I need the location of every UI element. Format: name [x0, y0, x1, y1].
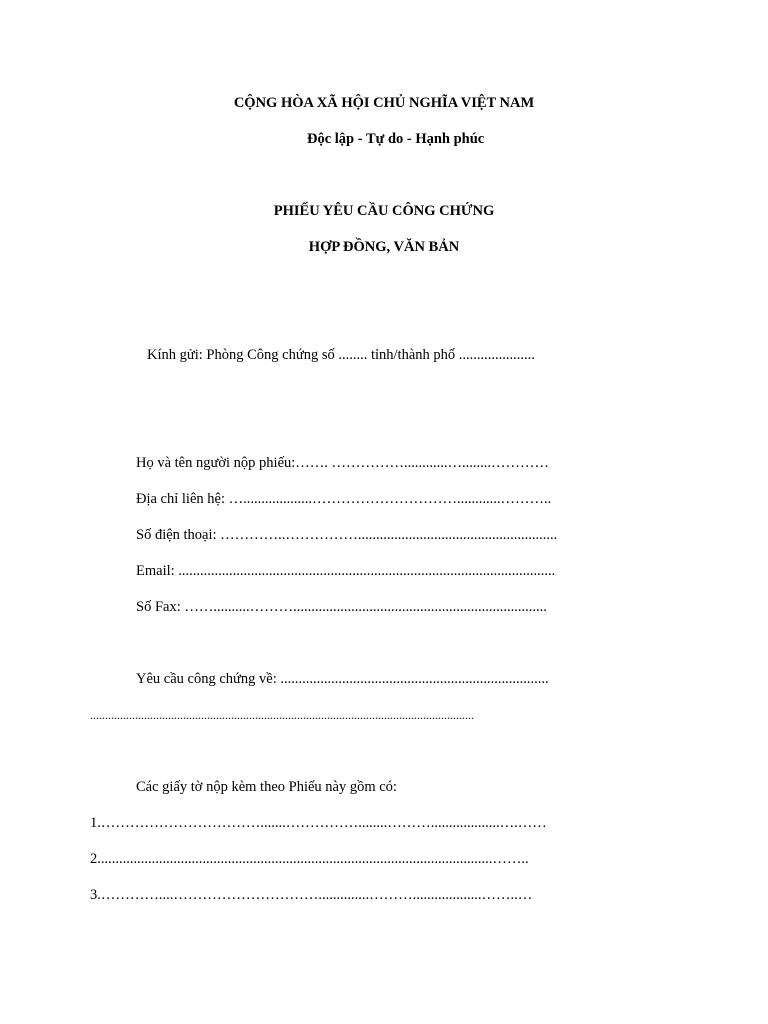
recipient-line: Kính gửi: Phòng Công chứng số ........ tỉnh/thành phố ..................... — [147, 347, 535, 363]
national-motto: Độc lập - Tự do - Hạnh phúc — [307, 131, 485, 147]
attachment-item-1: 1.…………………………….......……………........………...................….…… — [90, 815, 547, 831]
country-header: CỘNG HÒA XÃ HỘI CHỦ NGHĨA VIỆT NAM — [233, 95, 535, 111]
attachment-item-2: 2.............................................................................................................…….. — [90, 851, 529, 867]
attachment-item-3: 3.…………....…………………………..............………...................……..… — [90, 887, 533, 903]
applicant-email-field: Email: ........................................................................................................ — [136, 563, 556, 579]
applicant-name-field: Họ và tên người nộp phiếu:……. ……………............…........………… — [136, 455, 550, 471]
form-title-line-1: PHIẾU YÊU CẦU CÔNG CHỨNG — [273, 203, 495, 219]
applicant-phone-field: Số điện thoại: …………..……………....................................................... — [136, 527, 558, 543]
applicant-fax-field: Số Fax: ……..........………...................................................................... — [136, 599, 547, 615]
form-title-line-2: HỢP ĐỒNG, VĂN BẢN — [308, 239, 460, 255]
request-continuation-line: ................................................................................................................................ — [90, 708, 474, 722]
request-subject-field: Yêu cầu công chứng về: .......................................................................... — [136, 671, 549, 687]
applicant-address-field: Địa chỉ liên hệ: …...................…………………………............……….. — [136, 491, 552, 507]
attachments-heading: Các giấy tờ nộp kèm theo Phiếu này gồm có: — [136, 779, 397, 795]
